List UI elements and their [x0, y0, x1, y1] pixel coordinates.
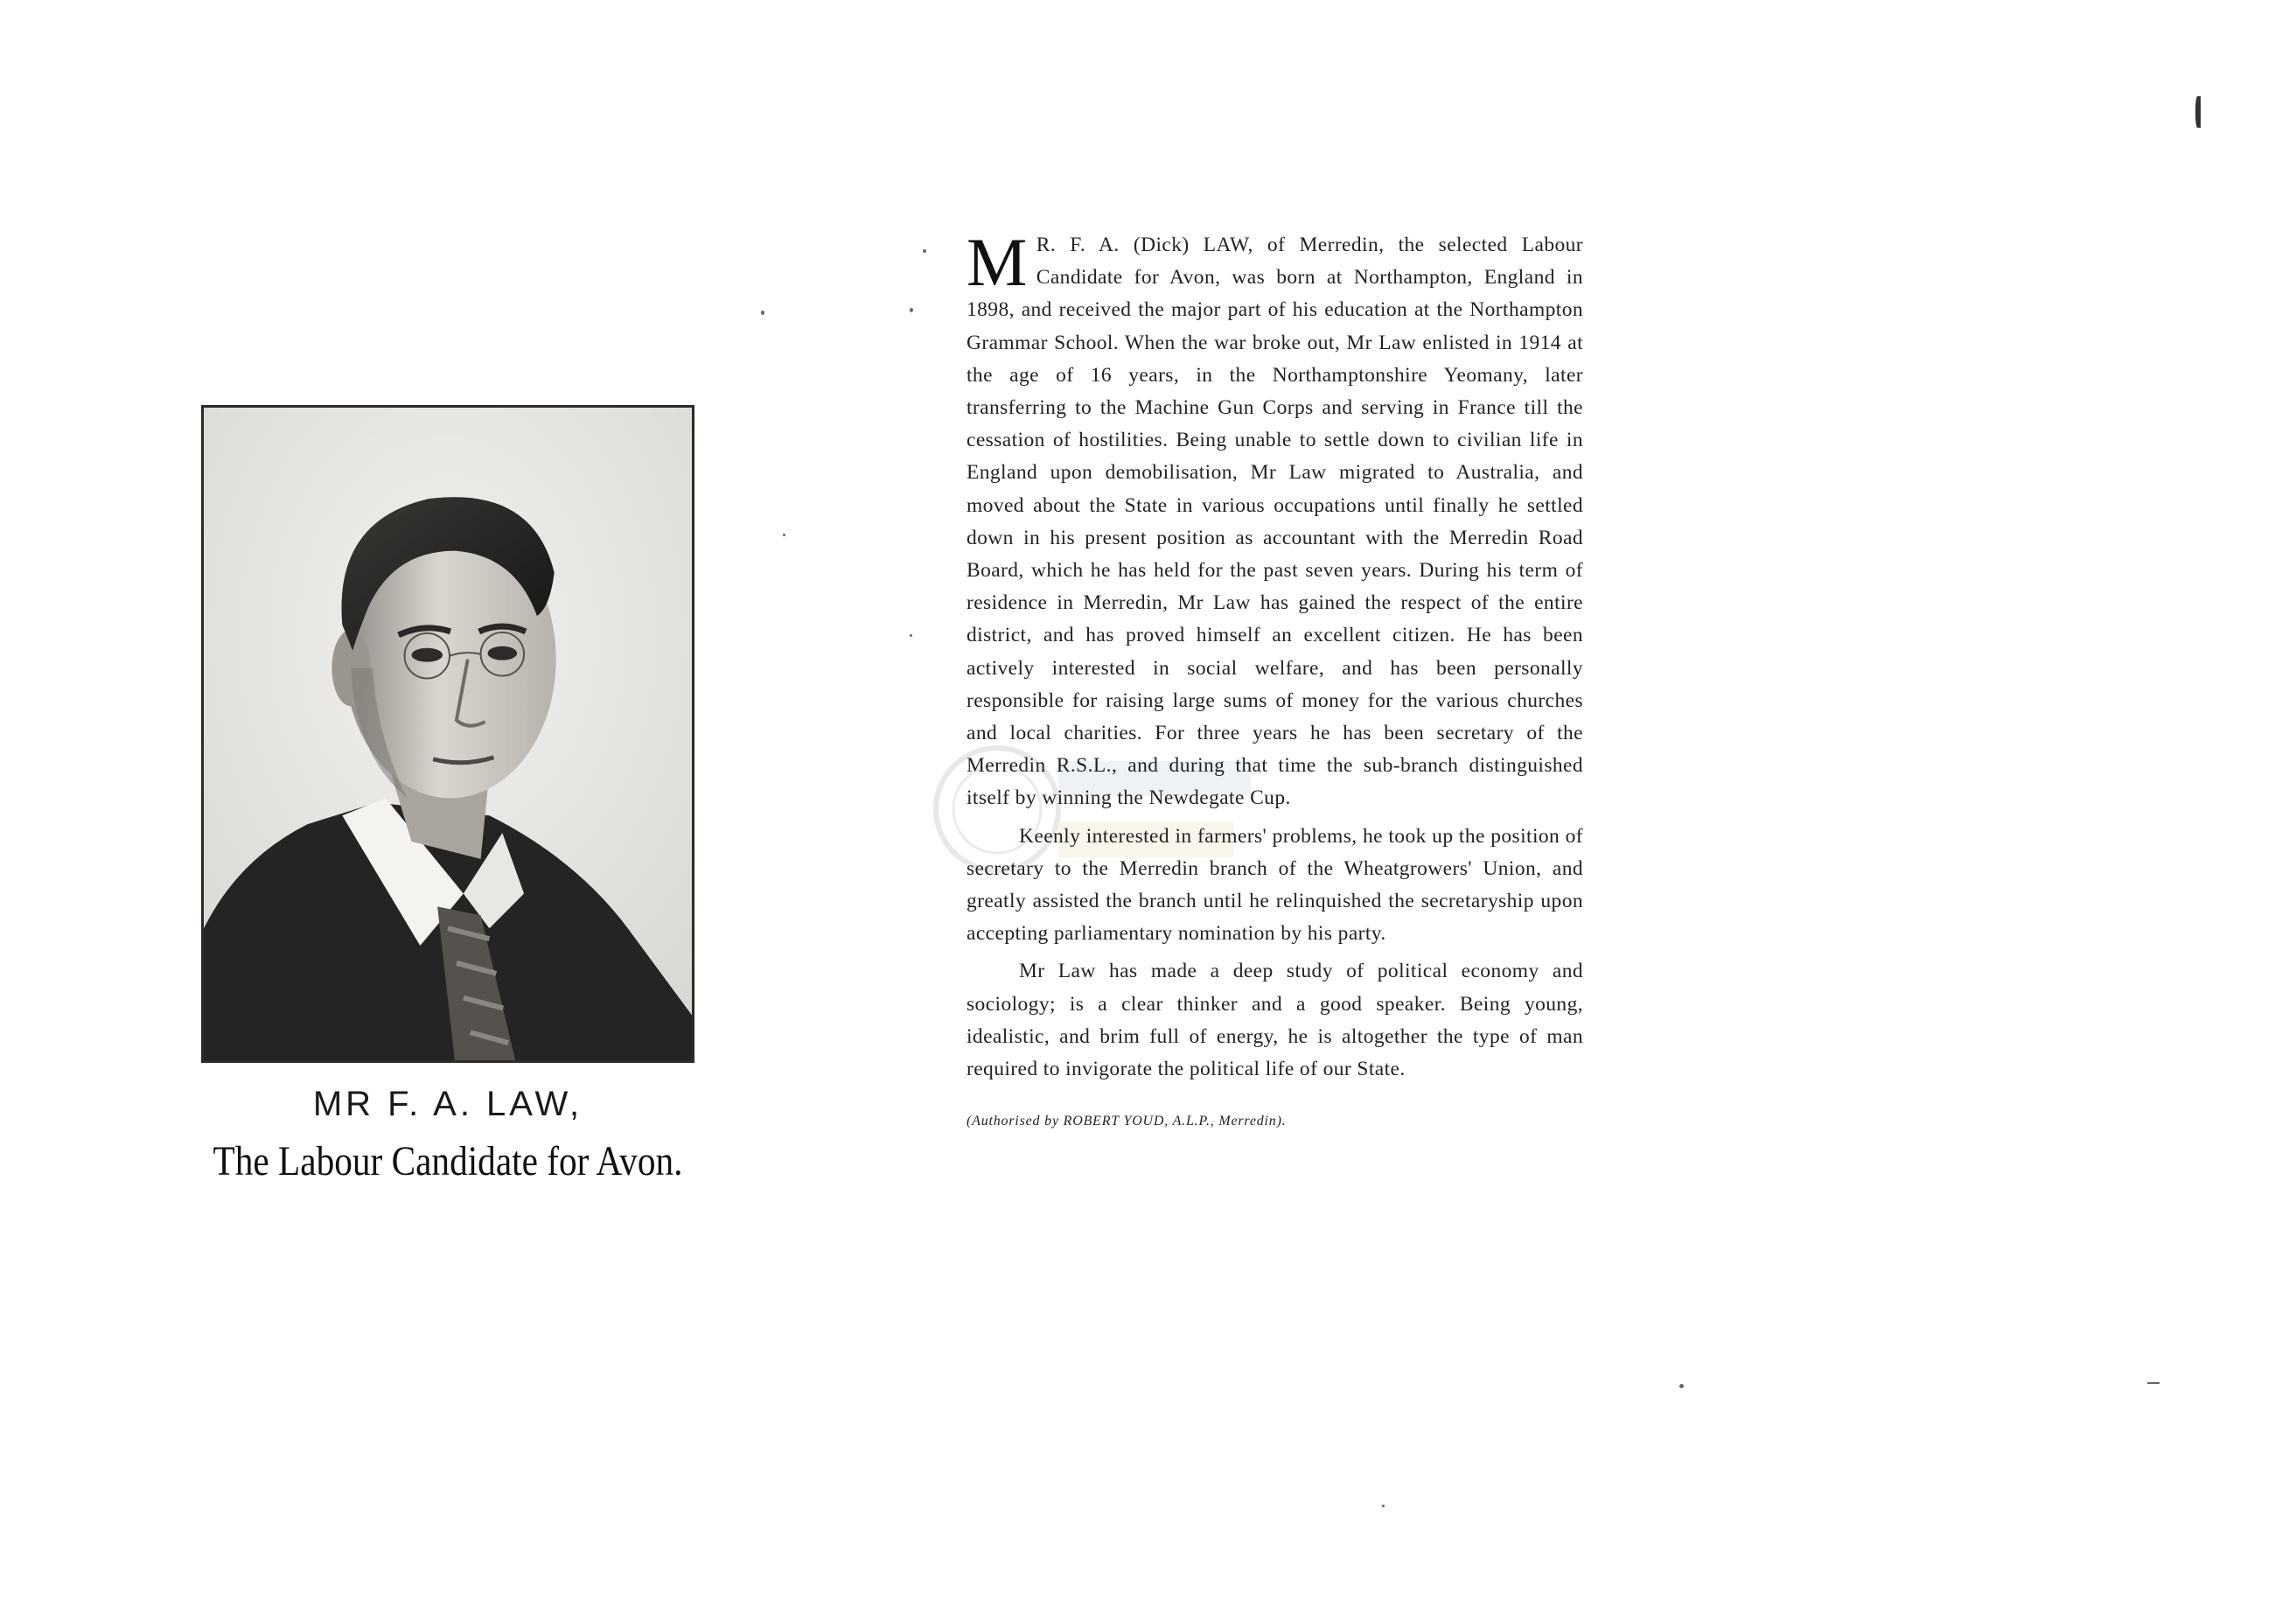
biography [967, 224, 1583, 1137]
caption-name: MR F. A. LAW, [312, 1085, 583, 1123]
portrait-icon [204, 408, 692, 1060]
authorisation-line: (Authorised by ROBERT YOUD, A.L.P., Merredin). [967, 1114, 1287, 1129]
bio-paragraph-1 [967, 224, 1583, 815]
bio-paragraph-1-text: R. F. A. (Dick) LAW, of Merredin, the selected Labour Candidate for Avon, was born at Northampton, England in 1898, and received the major part of his education at the Northampton Grammar School. When the war broke out, Mr Law enlisted in 1914 at the age of 16 years, in the Northamptonshire Yeomany, later transferring to the Machine Gun Corps and serving in France till the cessation of hostilities. Being unable to settle down to civilian life in England upon demobilisation, Mr Law migrated to Australia, and moved about the State in various occupations until finally he settled down in his present position as accountant with the Merredin Road Board, which he has held for the past seven years. During his term of residence in Merredin, Mr Law has gained the respect of the entire district, and has proved himself an excellent citizen. He has been actively interested in social welfare, and has been personally responsible for raising large sums of money for the various churches and local charities. For three years he has been secretary of the Merredin R.S.L., and during that time the sub-branch distinguished itself by winning the Newdegate Cup. [967, 234, 1583, 810]
portrait-photo [201, 405, 694, 1063]
caption-subtitle: The Labour Candidate for Avon. [213, 1138, 683, 1184]
drop-cap: M [967, 224, 1028, 300]
bio-paragraph-2: Keenly interested in farmers' problems, he took up the position of secretary to the Merredin branch of the Wheatgrowers' Union, and greatly assisted the branch until he relinquished the secretaryship upon accepting parliamentary nomination by his party. [967, 824, 1583, 946]
bio-paragraph-3: Mr Law has made a deep study of political economy and sociology; is a clear thinker and a good speaker. Being young, idealistic, and brim full of energy, he is altogether the type of man required to invigorate the political life of our State. [967, 960, 1583, 1081]
